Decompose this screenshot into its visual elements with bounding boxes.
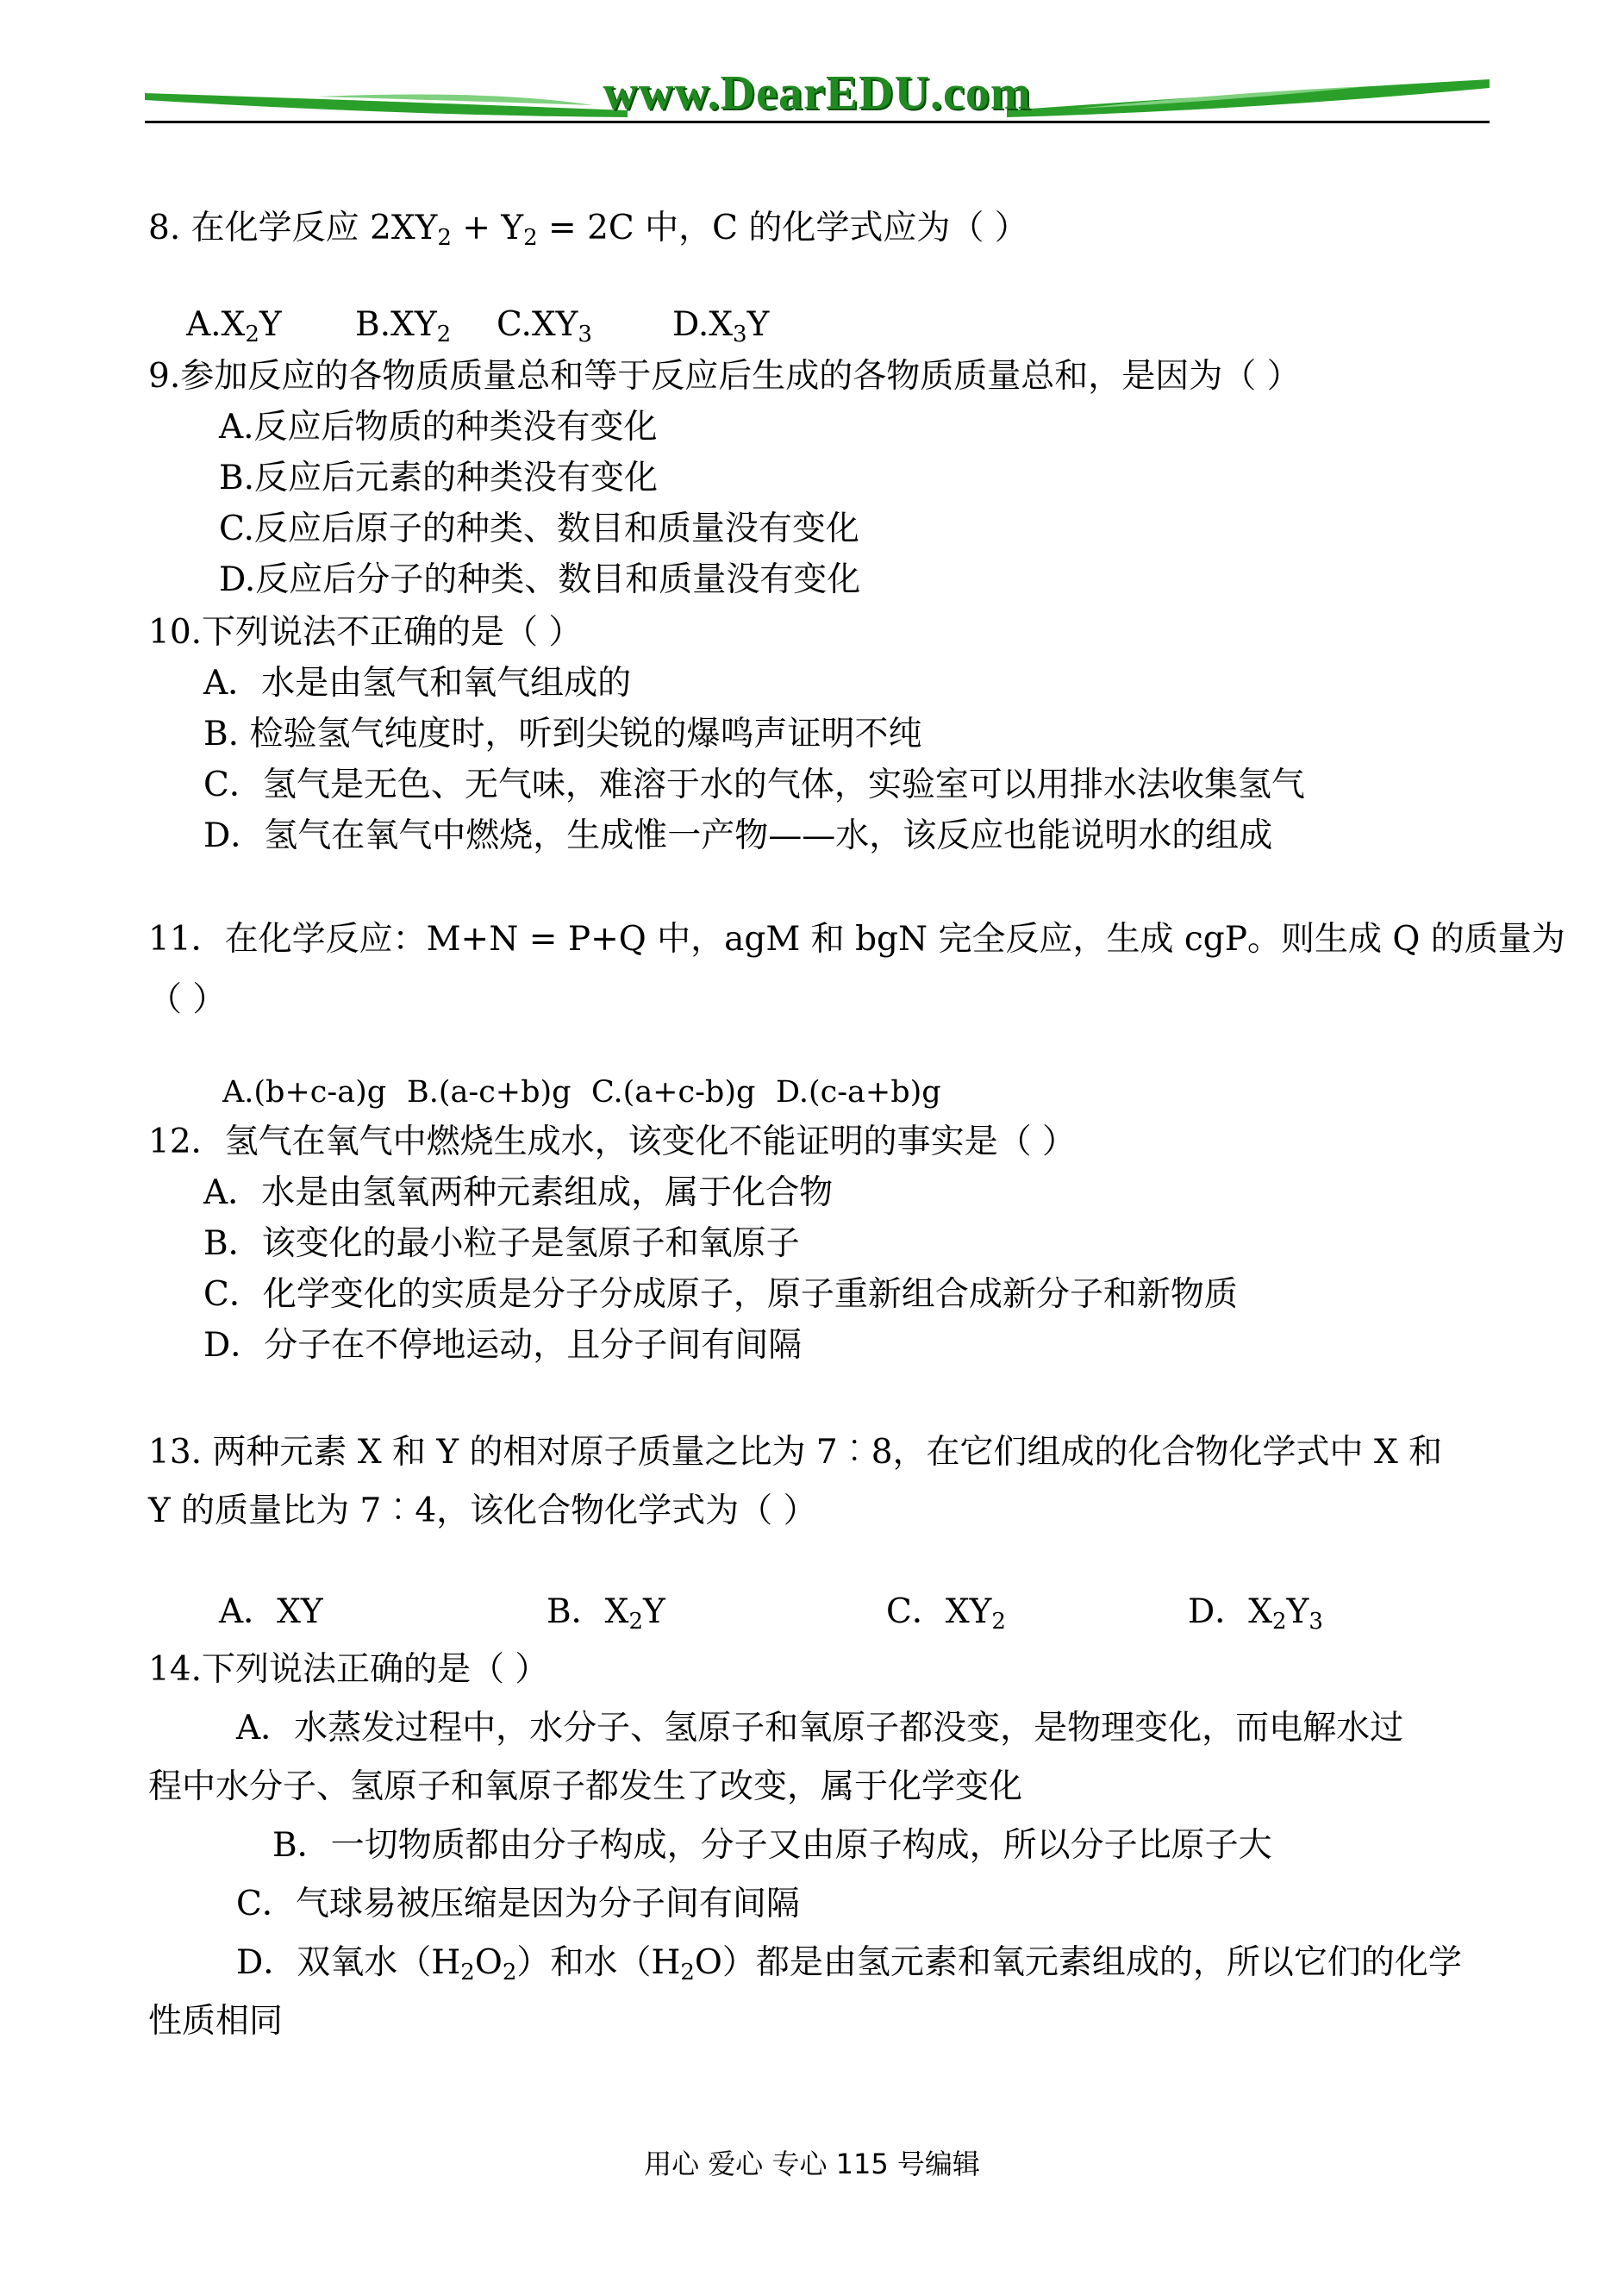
q14-option-a-line1: A．水蒸发过程中，水分子、氢原子和氧原子都没变，是物理变化，而电解水过 [236, 1709, 1404, 1748]
q10-option-c: C．氢气是无色、无气味，难溶于水的气体，实验室可以用排水法收集氢气 [203, 766, 1305, 804]
q14-option-b: B．一切物质都由分子构成，分子又由原子构成，所以分子比原子大 [272, 1826, 1272, 1865]
q9-option-d: D.反应后分子的种类、数目和质量没有变化 [219, 560, 861, 599]
q9-option-c: C.反应后原子的种类、数目和质量没有变化 [219, 510, 859, 548]
q11-stem: 11．在化学反应：M+N = P+Q 中，agM 和 bgN 完全反应，生成 cgP。则生成 Q 的质量为 [148, 920, 1565, 959]
q9-option-a: A.反应后物质的种类没有变化 [219, 408, 658, 447]
q12-option-c: C．化学变化的实质是分子分成原子，原子重新组合成新分子和新物质 [203, 1275, 1238, 1314]
site-logo-text: www.DearEDU.com [603, 66, 1032, 120]
q11-answer-paren: （ ） [148, 980, 227, 1019]
q8-options: A.X2Y B.XY2 C.XY3 D.X3Y [186, 305, 770, 347]
q10-stem: 10.下列说法不正确的是（ ） [148, 613, 583, 652]
q14-option-c: C．气球易被压缩是因为分子间有间隔 [236, 1885, 800, 1923]
q12-option-d: D．分子在不停地运动，且分子间有间隔 [203, 1326, 803, 1365]
q14-option-d-line2: 性质相同 [148, 2002, 284, 2041]
q14-option-d-line1: D．双氧水$(H_2O_2)$和水$(H_2O)$都是由氢元素和氧元素组成的，所以它们的化学 [236, 1943, 1462, 1985]
q10-option-d: D．氢气在氧气中燃烧，生成惟一产物——水，该反应也能说明水的组成 [203, 816, 1273, 855]
q12-option-b: B．该变化的最小粒子是氢原子和氧原子 [203, 1224, 800, 1263]
page-footer: 用心 爱心 专心 115 号编辑 [644, 2148, 980, 2180]
q10-option-b: B. 检验氢气纯度时，听到尖锐的爆鸣声证明不纯 [203, 715, 922, 754]
q13-stem-line1: 13. 两种元素 X 和 Y 的相对原子质量之比为 7︰8，在它们组成的化合物化学式中 X 和 [148, 1433, 1443, 1472]
q13-options: A．XY B．X2Y C．XY2 D．X2Y3 [219, 1592, 1323, 1635]
q14-option-a-line2: 程中水分子、氢原子和氧原子都发生了改变，属于化学变化 [148, 1767, 1023, 1806]
q14-stem: 14.下列说法正确的是（ ） [148, 1650, 549, 1689]
q12-option-a: A．水是由氢氧两种元素组成，属于化合物 [203, 1173, 834, 1212]
q12-stem: 12．氢气在氧气中燃烧生成水，该变化不能证明的事实是（ ） [148, 1122, 1077, 1161]
q9-stem: 9.参加反应的各物质质量总和等于反应后生成的各物质质量总和，是因为（ ） [148, 357, 1301, 396]
q11-options: A.(b+c-a)g B.(a-c+b)g C.(a+c-b)g D.(c-a+b)g [222, 1075, 941, 1110]
site-header [145, 67, 1490, 128]
q8-stem: 8. 在化学反应 $2XY_2 + Y_2 = 2C$ 中，C 的化学式应为（ ） [148, 209, 1028, 251]
q9-option-b: B.反应后元素的种类没有变化 [219, 459, 659, 497]
q13-stem-line2: Y 的质量比为 7︰4，该化合物化学式为（ ） [148, 1491, 817, 1530]
q10-option-a: A．水是由氢气和氧气组成的 [203, 664, 632, 703]
